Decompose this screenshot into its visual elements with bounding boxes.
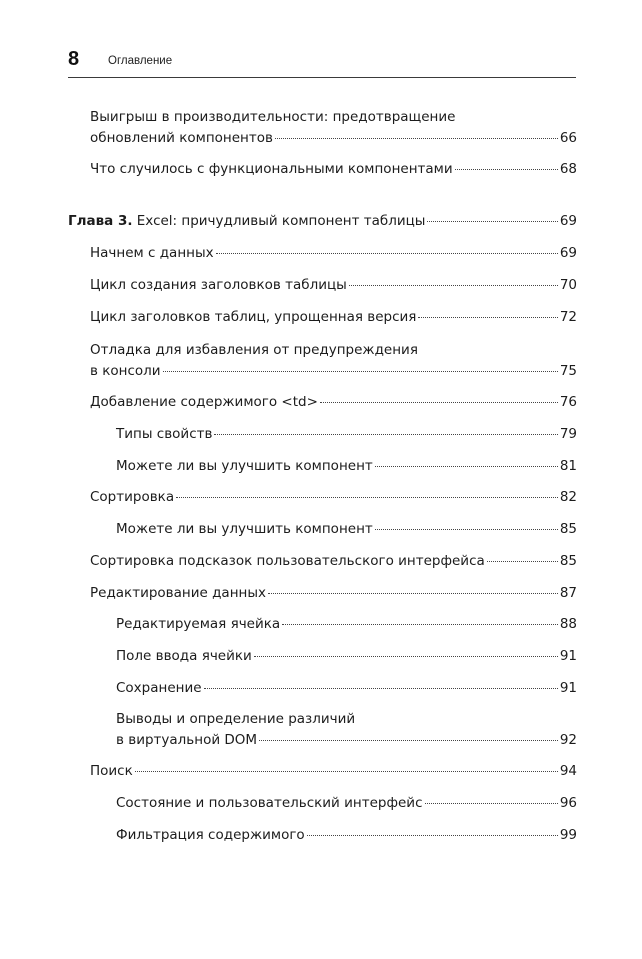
toc-line xyxy=(90,307,577,328)
dot-leader xyxy=(176,497,558,498)
toc-line xyxy=(68,211,577,232)
toc-line xyxy=(90,392,577,413)
toc-entry xyxy=(90,307,577,328)
toc-entry-text: Что случилось с функциональными компонентами xyxy=(90,161,453,177)
toc-page-number: 82 xyxy=(559,489,577,505)
toc-entry-title xyxy=(90,107,455,128)
dot-leader xyxy=(259,740,558,741)
toc-line xyxy=(116,730,577,751)
dot-leader xyxy=(455,169,558,170)
toc-line xyxy=(90,128,577,149)
toc-entry-text: Сохранение xyxy=(116,680,202,696)
toc-line xyxy=(90,275,577,296)
toc-line xyxy=(116,793,577,814)
toc-page-number: 91 xyxy=(559,680,577,696)
toc-entry xyxy=(90,761,577,782)
toc-line xyxy=(90,761,577,782)
toc-entry-text: Отладка для избавления от предупреждения xyxy=(90,342,418,358)
toc-entry-title xyxy=(90,487,174,508)
dot-leader xyxy=(282,624,558,625)
toc-line xyxy=(116,519,577,540)
toc-line xyxy=(116,825,577,846)
toc-entry xyxy=(90,340,577,382)
toc-entry xyxy=(90,107,577,149)
toc-entry-text: Цикл заголовков таблиц, упрощенная версия xyxy=(90,309,417,325)
toc-entry xyxy=(116,519,577,540)
toc-entry-text: Фильтрация содержимого xyxy=(116,827,305,843)
dot-leader xyxy=(418,317,557,318)
toc-entry xyxy=(116,825,577,846)
toc-entry-text: Типы свойств xyxy=(116,426,213,442)
toc-entry-text: Добавление содержимого <td> xyxy=(90,394,318,410)
toc-entry-text: Цикл создания заголовков таблицы xyxy=(90,277,347,293)
toc-line xyxy=(116,456,577,477)
page-number: 8 xyxy=(68,48,80,70)
toc-page-number: 68 xyxy=(559,161,577,177)
toc-entry-title xyxy=(68,211,425,232)
toc-page-number: 91 xyxy=(559,648,577,664)
dot-leader xyxy=(214,434,557,435)
toc-entry xyxy=(90,583,577,604)
toc-entry-title xyxy=(90,392,318,413)
toc-page-number: 99 xyxy=(559,827,577,843)
dot-leader xyxy=(349,285,558,286)
chapter-label: Глава 3. xyxy=(68,213,133,229)
dot-leader xyxy=(375,466,558,467)
toc-entry xyxy=(116,793,577,814)
toc-line xyxy=(90,107,577,128)
toc-entry-text: Редактируемая ячейка xyxy=(116,616,281,632)
toc-page-number: 96 xyxy=(559,795,577,811)
toc-entry-title xyxy=(116,424,212,445)
dot-leader xyxy=(487,561,558,562)
dot-leader xyxy=(320,402,558,403)
toc-line xyxy=(90,487,577,508)
toc-page-number: 69 xyxy=(559,245,577,261)
toc-entry-text: в консоли xyxy=(90,363,161,379)
toc-page-number: 70 xyxy=(559,277,577,293)
toc-entry-text: в виртуальной DOM xyxy=(116,732,258,748)
toc-entry-title xyxy=(90,340,418,361)
toc-page-number: 69 xyxy=(559,213,577,229)
toc-entry-text: Редактирование данных xyxy=(90,585,267,601)
toc-entry-title xyxy=(116,709,355,730)
toc-page-number: 94 xyxy=(559,763,577,779)
toc-entry-title xyxy=(90,761,133,782)
toc-entry-title xyxy=(116,456,373,477)
toc-page-number: 88 xyxy=(559,616,577,632)
toc-page-number: 92 xyxy=(559,732,577,748)
toc-line xyxy=(116,646,577,667)
toc-entry-title xyxy=(90,243,214,264)
toc-page-number: 75 xyxy=(559,363,577,379)
dot-leader xyxy=(375,529,558,530)
toc-entry xyxy=(90,159,577,180)
dot-leader xyxy=(163,371,558,372)
toc-entry xyxy=(116,456,577,477)
toc-entry-title xyxy=(90,128,273,149)
dot-leader xyxy=(204,688,558,689)
toc-entry-text: Состояние и пользовательский интерфейс xyxy=(116,795,423,811)
toc-entry-text: Поиск xyxy=(90,763,133,779)
toc-entry-title xyxy=(116,614,280,635)
dot-leader xyxy=(425,803,558,804)
toc-line xyxy=(90,243,577,264)
page-header xyxy=(68,46,576,78)
toc-entry-text: Выигрыш в производительности: предотвращение xyxy=(90,109,456,125)
toc-line xyxy=(90,551,577,572)
toc-line xyxy=(116,678,577,699)
toc-page-number: 87 xyxy=(559,585,577,601)
toc-entry-title xyxy=(116,646,252,667)
toc-entry-title xyxy=(90,159,453,180)
toc-page-number: 76 xyxy=(559,394,577,410)
toc-page-number: 72 xyxy=(559,309,577,325)
toc-entry-text: Поле ввода ячейки xyxy=(116,648,252,664)
toc-entry-title xyxy=(116,678,202,699)
dot-leader xyxy=(216,253,558,254)
toc-entry-title xyxy=(90,275,347,296)
toc-line xyxy=(116,614,577,635)
toc-page-number: 85 xyxy=(559,521,577,537)
toc-entry-title xyxy=(90,361,161,382)
running-title: Оглавление xyxy=(108,55,173,67)
toc-line xyxy=(116,709,577,730)
toc-entry-text: Сортировка xyxy=(90,489,175,505)
toc-chapter xyxy=(68,211,577,232)
toc-entry-title xyxy=(116,519,373,540)
toc-entry-title xyxy=(116,730,257,751)
toc-line xyxy=(116,424,577,445)
toc-entry xyxy=(90,487,577,508)
dot-leader xyxy=(268,593,558,594)
toc-entry xyxy=(116,614,577,635)
dot-leader xyxy=(254,656,558,657)
toc-entry xyxy=(116,646,577,667)
toc-page-number: 85 xyxy=(559,553,577,569)
toc-entry-text: Excel: причудливый компонент таблицы xyxy=(136,213,426,229)
toc-entry-title xyxy=(90,307,416,328)
toc-entry xyxy=(90,275,577,296)
toc-entry-text: Начнем с данных xyxy=(90,245,214,261)
toc-line xyxy=(90,361,577,382)
toc-page-number: 66 xyxy=(559,130,577,146)
toc-line xyxy=(90,159,577,180)
dot-leader xyxy=(307,835,558,836)
toc-line xyxy=(90,583,577,604)
toc-entry xyxy=(90,243,577,264)
toc-entry-title xyxy=(90,551,485,572)
toc-entry-text: Сортировка подсказок пользовательского интерфейса xyxy=(90,553,485,569)
toc-entry-title xyxy=(90,583,266,604)
toc-entry xyxy=(116,424,577,445)
toc-entry xyxy=(90,551,577,572)
dot-leader xyxy=(427,221,557,222)
toc-entry-text: Выводы и определение различий xyxy=(116,711,356,727)
toc-entry-text: Можете ли вы улучшить компонент xyxy=(116,521,373,537)
toc-entry xyxy=(90,392,577,413)
toc-page-number: 81 xyxy=(559,458,577,474)
toc-page-number: 79 xyxy=(559,426,577,442)
toc-entry-title xyxy=(116,825,305,846)
toc-entry-text: обновлений компонентов xyxy=(90,130,273,146)
toc-entry xyxy=(116,678,577,699)
toc-entry-title xyxy=(116,793,423,814)
toc-entry xyxy=(116,709,577,751)
toc-entry-text: Можете ли вы улучшить компонент xyxy=(116,458,373,474)
dot-leader xyxy=(275,138,558,139)
dot-leader xyxy=(135,771,558,772)
toc-line xyxy=(90,340,577,361)
